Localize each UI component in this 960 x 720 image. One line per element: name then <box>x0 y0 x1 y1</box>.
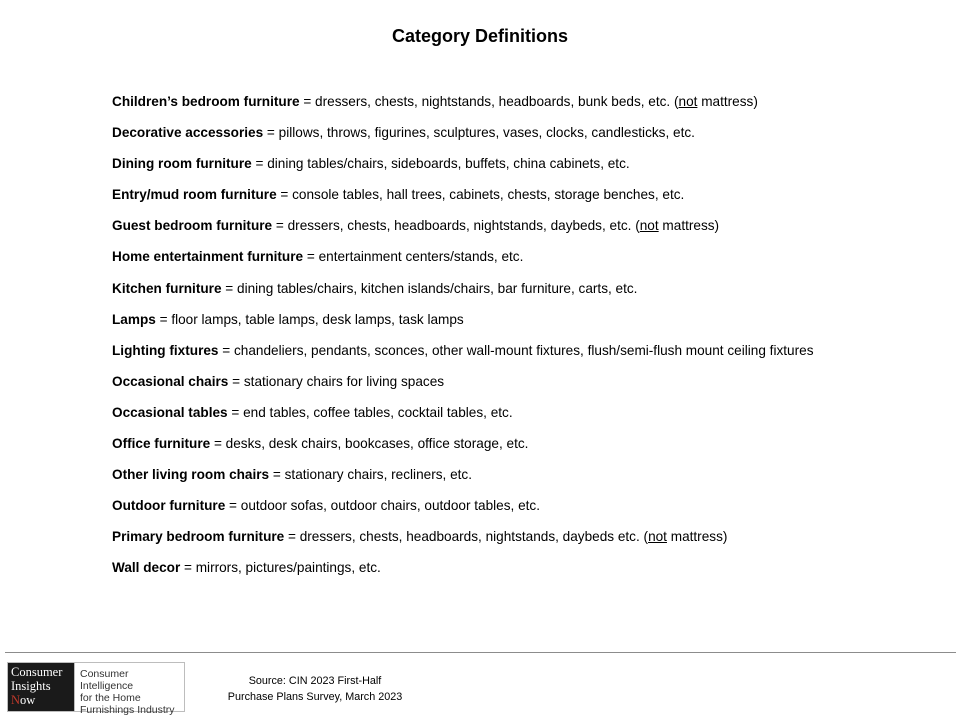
definition-term: Lamps <box>112 311 156 327</box>
footer-divider <box>5 652 956 653</box>
definition-term: Entry/mud room furniture <box>112 187 277 203</box>
definition-item <box>112 123 832 144</box>
definition-item <box>112 247 832 268</box>
logo-line-2: Insights <box>11 679 51 693</box>
definition-exclusion-word: not <box>639 218 659 234</box>
logo-line-3-initial: N <box>11 693 21 707</box>
definition-item <box>112 372 832 393</box>
definition-item <box>112 465 832 486</box>
definition-term: Occasional tables <box>112 404 228 420</box>
definition-tail: mattress) <box>658 218 720 234</box>
definition-term: Children’s bedroom furniture <box>112 94 300 109</box>
definition-description: = entertainment centers/stands, etc. <box>303 249 524 265</box>
definition-description: = end tables, coffee tables, cocktail tables, etc. <box>227 404 513 420</box>
definition-description: = chandeliers, pendants, sconces, other wall-mount fixtures, flush/semi-flush mount ceiling fixtures <box>218 342 814 358</box>
definitions-list <box>112 92 832 590</box>
definition-item <box>112 92 832 113</box>
source-note <box>200 673 430 705</box>
definition-description: = dressers, chests, headboards, nightstands, daybeds, etc. ( <box>272 218 640 234</box>
definition-description: = outdoor sofas, outdoor chairs, outdoor tables, etc. <box>225 498 540 514</box>
definition-description: = desks, desk chairs, bookcases, office storage, etc. <box>210 436 529 452</box>
definition-item <box>112 496 832 517</box>
logo-tagline-2: for the Home <box>80 692 141 704</box>
definition-term: Office furniture <box>112 436 211 452</box>
definition-description: = dining tables/chairs, kitchen islands/chairs, bar furniture, carts, etc. <box>221 280 638 296</box>
definition-tail: mattress) <box>666 529 728 545</box>
definition-item <box>112 558 832 579</box>
definition-item <box>112 185 832 206</box>
definition-term: Home entertainment furniture <box>112 249 304 265</box>
definition-description: = floor lamps, table lamps, desk lamps, task lamps <box>155 311 464 327</box>
definition-term: Kitchen furniture <box>112 280 222 296</box>
logo-line-3-rest: ow <box>20 693 36 707</box>
definition-exclusion-word: not <box>678 94 698 109</box>
definition-description: = stationary chairs for living spaces <box>228 373 445 389</box>
logo-tagline <box>74 663 184 716</box>
definition-description: = console tables, hall trees, cabinets, chests, storage benches, etc. <box>276 187 685 203</box>
definition-item <box>112 403 832 424</box>
logo-line-1: Consumer <box>11 665 63 679</box>
definition-term: Wall decor <box>112 560 181 576</box>
definition-term: Guest bedroom furniture <box>112 218 273 234</box>
definition-term: Occasional chairs <box>112 373 229 389</box>
definition-item <box>112 216 832 237</box>
definition-description: = dining tables/chairs, sideboards, buffets, china cabinets, etc. <box>251 156 630 172</box>
definition-term: Other living room chairs <box>112 467 270 483</box>
definition-term: Decorative accessories <box>112 125 264 141</box>
definition-description: = mirrors, pictures/paintings, etc. <box>180 560 381 576</box>
definition-item <box>112 341 832 362</box>
definition-exclusion-word: not <box>648 529 667 545</box>
logo-wordmark <box>8 663 74 711</box>
definition-description: = stationary chairs, recliners, etc. <box>269 467 472 483</box>
definition-description: = dressers, chests, headboards, nightstands, daybeds etc. ( <box>284 529 649 545</box>
definition-item <box>112 279 832 300</box>
definition-description: = pillows, throws, figurines, sculptures, vases, clocks, candlesticks, etc. <box>263 125 695 141</box>
definition-item <box>112 310 832 331</box>
logo-tagline-1: Consumer Intelligence <box>80 668 134 692</box>
source-line-1: Source: CIN 2023 First-Half <box>248 675 382 687</box>
definition-term: Primary bedroom furniture <box>112 529 285 545</box>
company-logo <box>7 662 185 716</box>
page-title: Category Definitions <box>391 26 569 46</box>
definition-term: Dining room furniture <box>112 156 252 172</box>
definition-tail: mattress) <box>697 94 758 109</box>
source-line-2: Purchase Plans Survey, March 2023 <box>227 691 403 703</box>
logo-line-3 <box>11 693 74 707</box>
definition-item <box>112 154 832 175</box>
definition-term: Lighting fixtures <box>112 342 219 358</box>
definition-term: Outdoor furniture <box>112 498 226 514</box>
definition-description: = dressers, chests, nightstands, headboards, bunk beds, etc. ( <box>299 94 679 109</box>
definition-item <box>112 527 832 548</box>
definition-item <box>112 434 832 455</box>
logo-tagline-3: Furnishings Industry <box>80 704 175 716</box>
